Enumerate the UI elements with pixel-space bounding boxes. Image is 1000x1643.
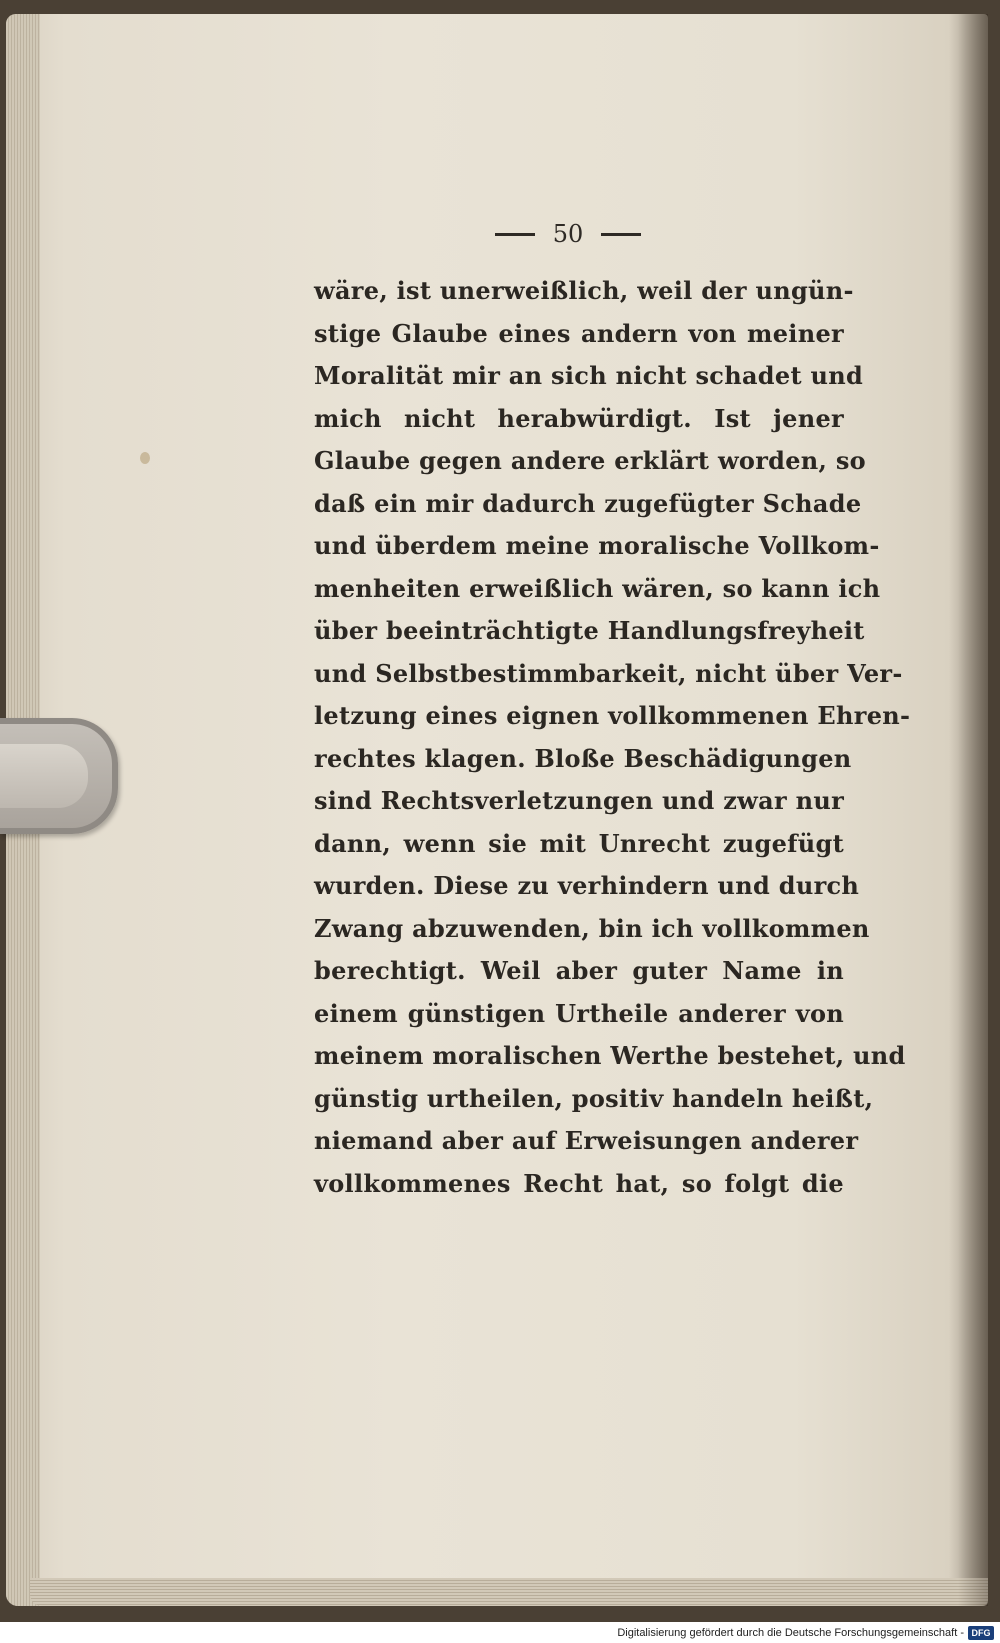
text-line: und überdem meine moralische Vollkom-	[314, 531, 880, 560]
paper-clip-inner	[0, 744, 88, 808]
dfg-logo-icon: DFG	[968, 1626, 994, 1640]
text-line: wäre, ist unerweißlich, weil der ungün-	[314, 276, 854, 305]
header-dash-right	[601, 233, 641, 236]
text-line: dann, wenn sie mit Unrecht zugefügt	[314, 828, 844, 858]
paper-stain	[140, 452, 150, 464]
text-line: niemand aber auf Erweisungen anderer	[314, 1126, 859, 1155]
text-line: mich nicht herabwürdigt. Ist jener	[314, 403, 844, 433]
text-line: daß ein mir dadurch zugefügter Schade	[314, 488, 862, 518]
page-edges-bottom	[30, 1578, 988, 1606]
text-line: rechtes klagen. Bloße Beschädigungen	[314, 743, 852, 773]
text-line: wurden. Diese zu verhindern und durch	[314, 871, 860, 900]
page-header	[468, 222, 668, 246]
text-line: vollkommenes Recht hat, so folgt die	[314, 1168, 844, 1198]
text-line: meinem moralischen Werthe bestehet, und	[314, 1041, 906, 1070]
text-line: einem günstigen Urtheile anderer von	[314, 998, 844, 1028]
text-line: sind Rechtsverletzungen und zwar nur	[314, 786, 845, 815]
text-line: Glaube gegen andere erklärt worden, so	[314, 446, 866, 475]
text-line: über beeinträchtigte Handlungsfreyheit	[314, 616, 865, 645]
page-number: 50	[552, 220, 584, 248]
text-line: Moralität mir an sich nicht schadet und	[314, 361, 864, 390]
credit-text: Digitalisierung gefördert durch die Deutsche Forschungsgemeinschaft -	[617, 1627, 964, 1639]
header-dash-left	[495, 233, 535, 236]
digitization-credit	[617, 1624, 994, 1642]
paper-clip-icon	[0, 718, 118, 834]
text-line: berechtigt. Weil aber guter Name in	[314, 956, 844, 985]
text-line: und Selbstbestimmbarkeit, nicht über Ver-	[314, 658, 903, 688]
body-text	[314, 270, 911, 1205]
text-line: Zwang abzuwenden, bin ich vollkommen	[314, 913, 870, 943]
text-line: menheiten erweißlich wären, so kann ich	[314, 573, 881, 603]
text-line: letzung eines eignen vollkommenen Ehren-	[314, 701, 911, 730]
gutter-shadow	[958, 14, 988, 1606]
text-line: stige Glaube eines andern von meiner	[314, 318, 844, 348]
text-line: günstig urtheilen, positiv handeln heißt,	[314, 1083, 874, 1113]
